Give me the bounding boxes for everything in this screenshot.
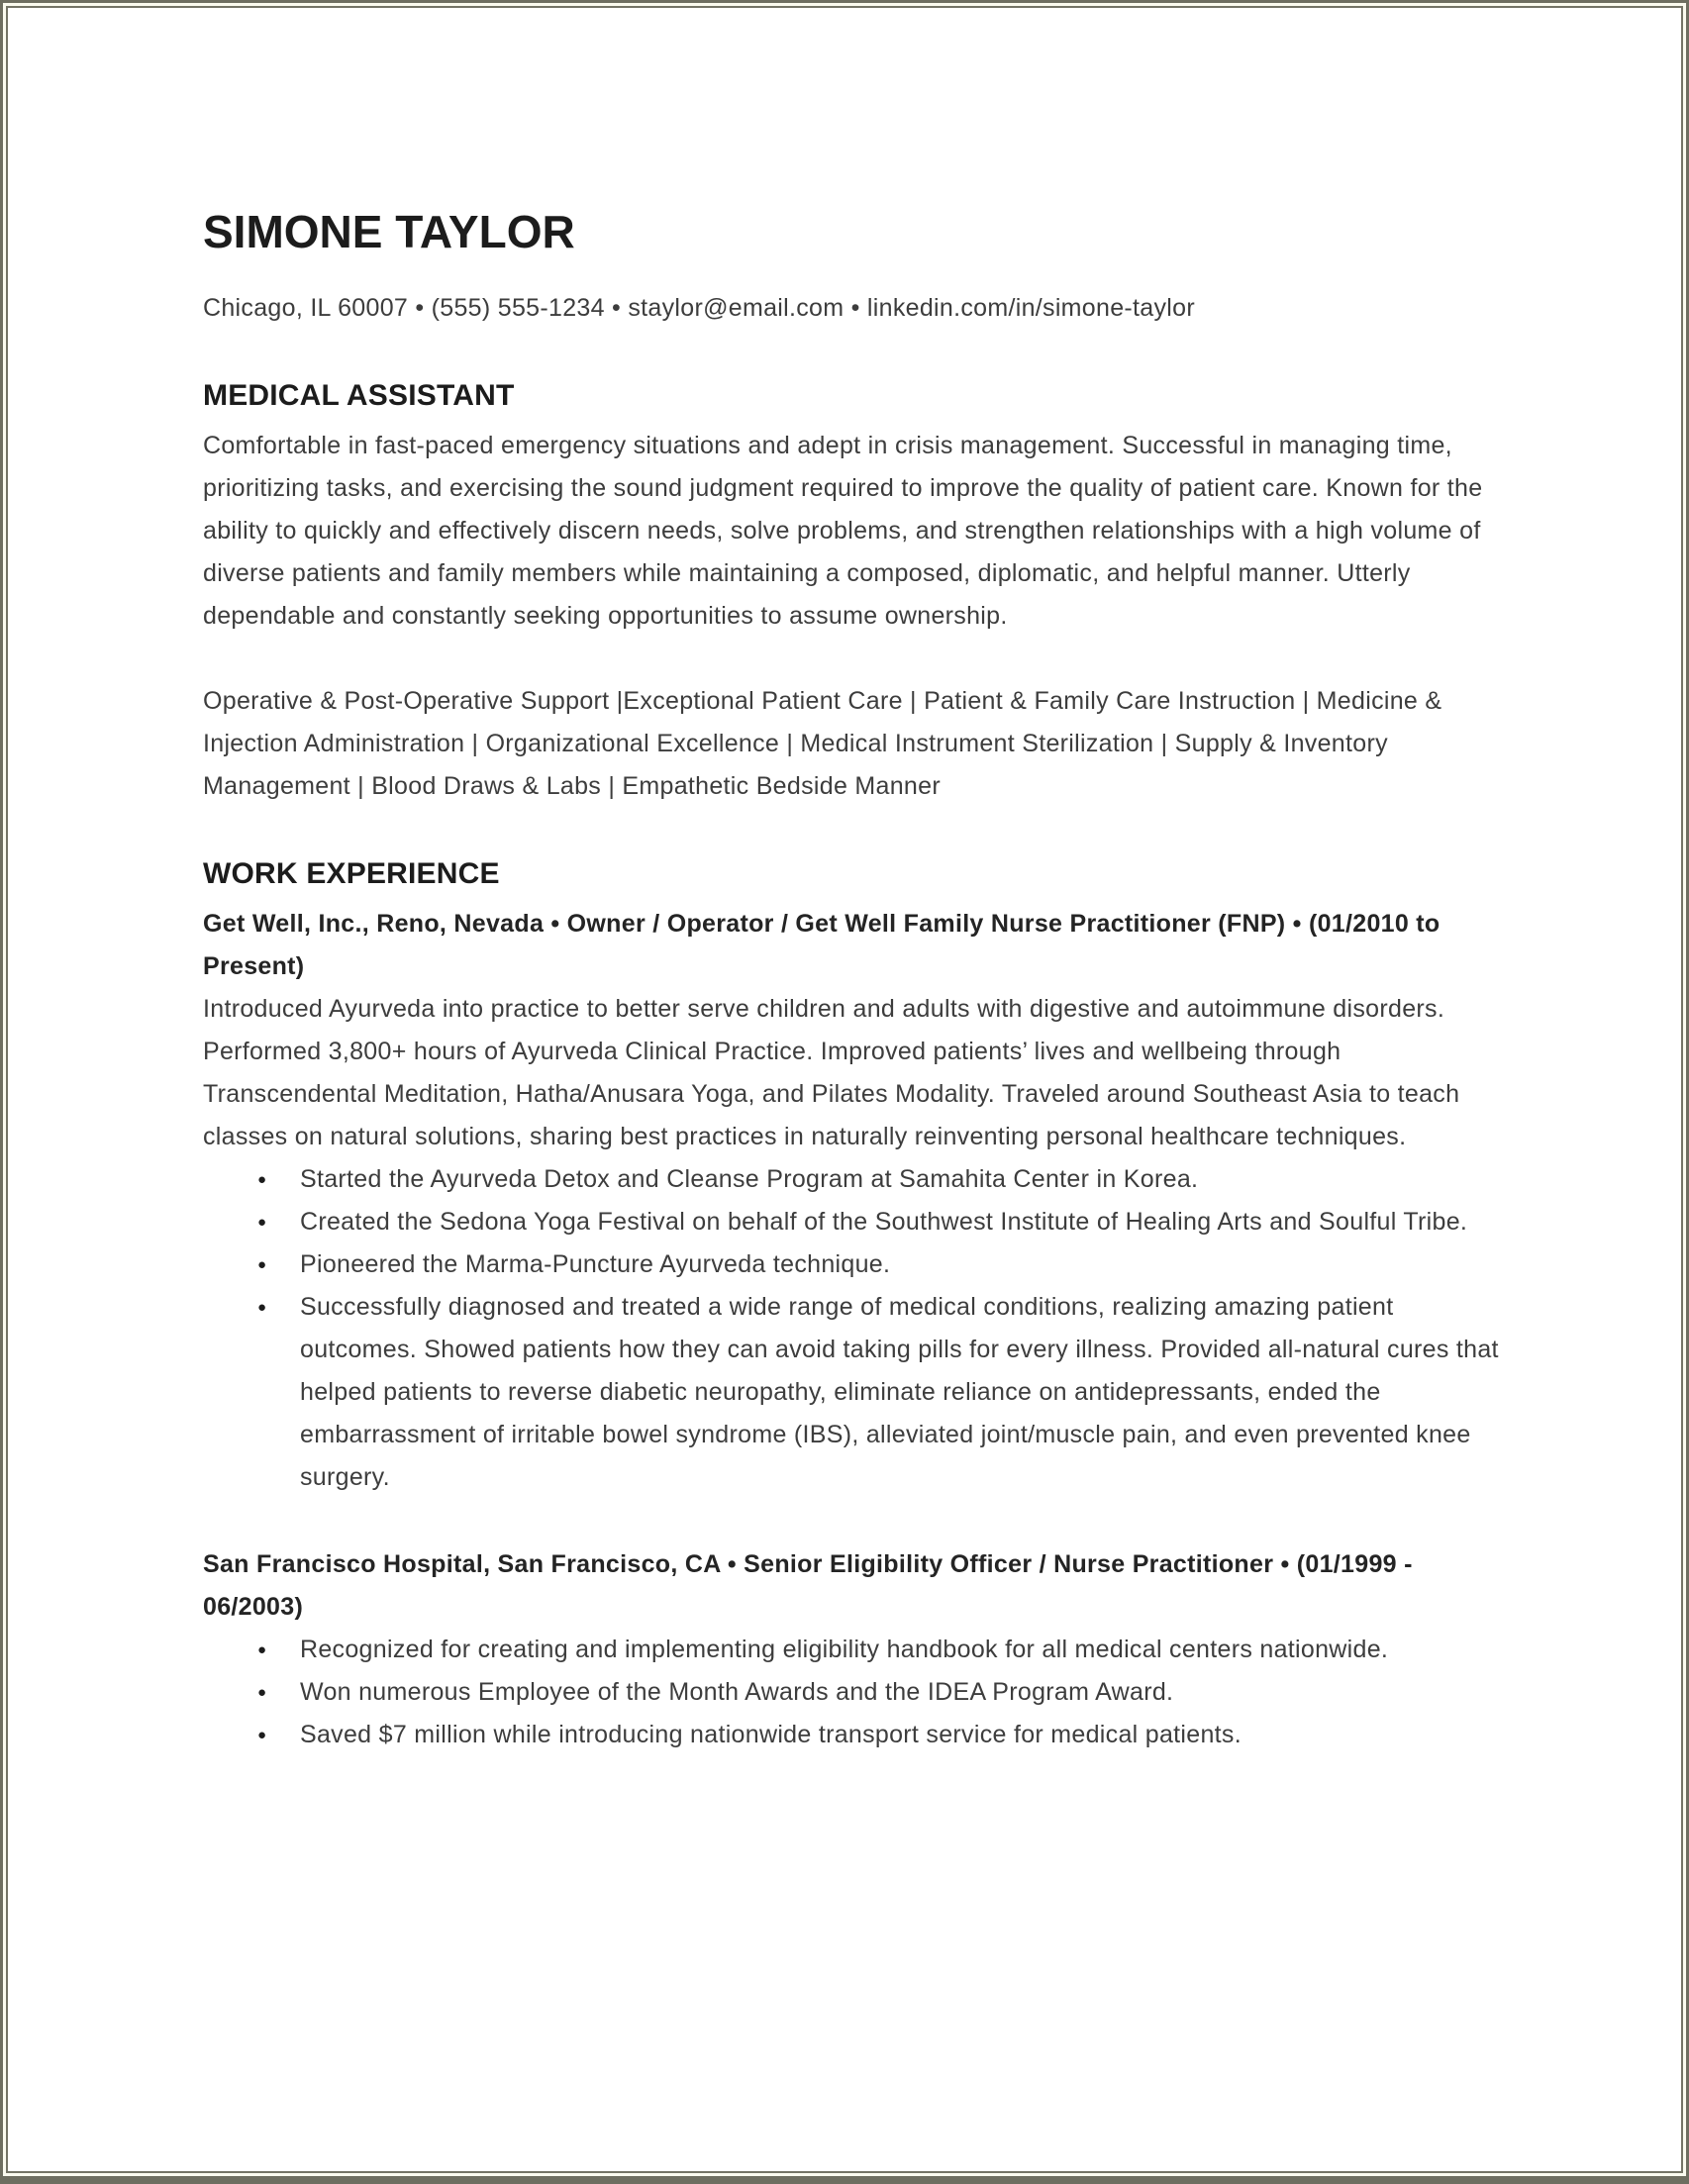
job-bullet	[203, 1158, 1500, 1201]
job-entry	[203, 903, 1500, 1499]
bullet-icon: ●	[257, 1256, 267, 1273]
job-bullet	[203, 1629, 1500, 1671]
job-bullet	[203, 1243, 1500, 1286]
contact-info: Chicago, IL 60007 • (555) 555-1234 • staylor@email.com • linkedin.com/in/simone-taylor	[203, 294, 1195, 322]
bullet-icon: ●	[257, 1727, 267, 1743]
job-bullet-text: Successfully diagnosed and treated a wide range of medical conditions, realizing amazing patient outcomes. Showed patients how they can avoid taking pills for every illness. Provided all-natural cures that helped patients to reverse diabetic neuropathy, eliminate reliance on antidepressants, ended the embarrassment of irritable bowel syndrome (IBS), alleviated joint/muscle pain, and even prevented knee surgery.	[300, 1293, 1499, 1491]
job-bullet	[203, 1201, 1500, 1243]
job-title: San Francisco Hospital, San Francisco, CA • Senior Eligibility Officer / Nurse Practitioner • (01/1999 - 06/2003)	[203, 1550, 1413, 1621]
person-name: SIMONE TAYLOR	[203, 206, 575, 257]
section-heading-profile: MEDICAL ASSISTANT	[203, 379, 515, 412]
job-bullet-text: Created the Sedona Yoga Festival on behalf of the Southwest Institute of Healing Arts and Soulful Tribe.	[300, 1208, 1468, 1236]
job-bullet	[203, 1714, 1500, 1756]
bullet-icon: ●	[257, 1299, 267, 1316]
job-bullet-text: Pioneered the Marma-Puncture Ayurveda technique.	[300, 1250, 891, 1278]
bullet-icon: ●	[257, 1641, 267, 1658]
job-bullet-text: Started the Ayurveda Detox and Cleanse Program at Samahita Center in Korea.	[300, 1165, 1199, 1193]
resume-page	[6, 6, 1683, 2173]
job-bullet-text: Saved $7 million while introducing nationwide transport service for medical patients.	[300, 1721, 1242, 1748]
job-bullet	[203, 1671, 1500, 1714]
bullet-icon: ●	[257, 1214, 267, 1231]
job-bullet-list	[203, 1158, 1500, 1499]
resume-content	[203, 206, 1500, 1756]
skills-line: Operative & Post-Operative Support |Exceptional Patient Care | Patient & Family Care Instruction | Medicine & Injection Administration | Organizational Excellence | Medical Instrument Sterilization | Supply & Inventory Management | Blood Draws & Labs | Empathetic Bedside Manner	[203, 687, 1442, 800]
job-bullet-text: Won numerous Employee of the Month Awards and the IDEA Program Award.	[300, 1678, 1174, 1706]
bullet-icon: ●	[257, 1171, 267, 1188]
section-heading-experience: WORK EXPERIENCE	[203, 857, 500, 890]
job-description: Introduced Ayurveda into practice to better serve children and adults with digestive and autoimmune disorders. Performed 3,800+ hours of Ayurveda Clinical Practice. Improved patients’ lives and wellbeing through Transcendental Meditation, Hatha/Anusara Yoga, and Pilates Modality. Traveled around Southeast Asia to teach classes on natural solutions, sharing best practices in naturally reinventing personal healthcare techniques.	[203, 995, 1460, 1150]
work-experience-section	[203, 855, 1500, 1756]
job-entry	[203, 1543, 1500, 1756]
job-bullet-text: Recognized for creating and implementing eligibility handbook for all medical centers nationwide.	[300, 1636, 1389, 1663]
job-title: Get Well, Inc., Reno, Nevada • Owner / Operator / Get Well Family Nurse Practitioner (FNP) • (01/2010 to Present)	[203, 910, 1441, 980]
job-bullet	[203, 1286, 1500, 1499]
bullet-icon: ●	[257, 1684, 267, 1701]
job-bullet-list	[203, 1629, 1500, 1756]
profile-summary: Comfortable in fast-paced emergency situations and adept in crisis management. Successful in managing time, prioritizing tasks, and exercising the sound judgment required to improve the quality of patient care. Known for the ability to quickly and effectively discern needs, solve problems, and strengthen relationships with a high volume of diverse patients and family members while maintaining a composed, diplomatic, and helpful manner. Utterly dependable and constantly seeking opportunities to assume ownership.	[203, 432, 1483, 630]
